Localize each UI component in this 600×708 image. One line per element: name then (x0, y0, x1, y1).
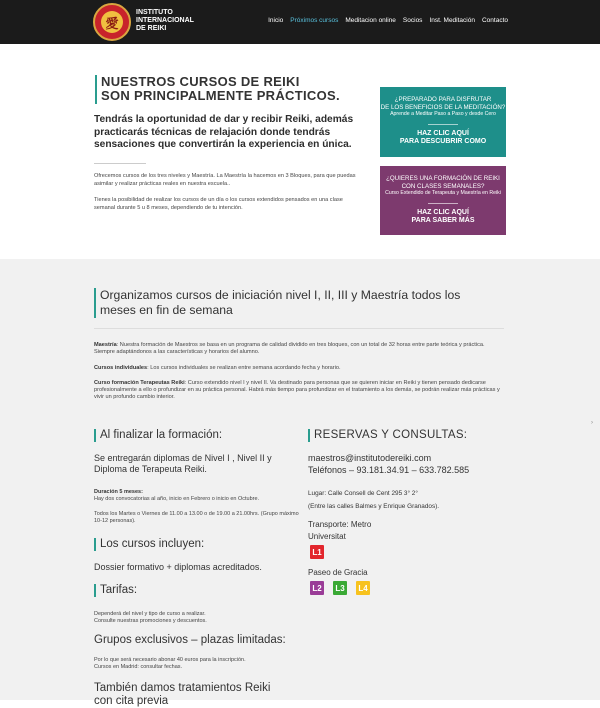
grupos-heading: Grupos exclusivos – plazas limitadas: (94, 634, 286, 646)
email-link[interactable]: maestros@institutodereiki.com (308, 453, 432, 463)
individual-paragraph: Cursos individuales: Los cursos individuales se realizan entre semana acordando fecha y horario. (94, 365, 341, 371)
weekly-classes-cta-banner[interactable]: ¿QUIERES UNA FORMACIÓN DE REIKI CON CLASES SEMANALES? Curso Extendido de Terapeuta y Maestría en Reiki HAZ CLIC AQUÍ PARA SABER MÁS (380, 166, 506, 235)
metro-line-l2-icon: L2 (310, 581, 324, 595)
reiki-symbol-icon: 愛 (101, 11, 123, 33)
finalizar-text: Se entregarán diplomas de Nivel I , Nivel II y Diploma de Terapeuta Reiki. (94, 453, 272, 474)
finalizar-heading: Al finalizar la formación: (100, 429, 223, 441)
meditation-cta-banner[interactable]: ¿PREPARADO PARA DISFRUTAR DE LOS BENEFICIOS DE LA MEDITACIÓN? Aprende a Meditar Paso a Paso y desde Cero HAZ CLIC AQUÍ PARA DESCUBRIR COMO (380, 87, 506, 157)
tratamientos-heading: También damos tratamientos Reiki con cita previa (94, 682, 271, 707)
grupos-line-1: Por lo que será necesario abonar 40 euros para la inscripción. (94, 657, 246, 663)
maestria-paragraph: Maestría: Nuestra formación de Maestros se basa en un programa de calidad dividido en tres bloques, con un total de 32 horas entre parte teórica y práctica. Siempre adaptándonos a las características y horarios del alumno. (94, 342, 485, 355)
nav-proximos-cursos[interactable]: Próximos cursos (290, 17, 339, 24)
nav-inst-meditacion[interactable]: Inst. Meditación (429, 17, 475, 24)
reservas-heading: RESERVAS Y CONSULTAS: (314, 429, 468, 441)
phones-text: Teléfonos – 93.181.34.91 – 633.782.585 (308, 465, 470, 475)
entre-text: (Entre las calles Balmes y Enrique Granados). (308, 503, 440, 510)
brand-name[interactable]: INSTITUTO INTERNACIONAL DE REIKI (136, 9, 194, 32)
courses-section (0, 259, 600, 700)
nav-meditacion-online[interactable]: Meditacion online (345, 17, 396, 24)
divider (94, 163, 146, 164)
duracion-text: Hay dos convocatorias al año, inicio en Febrero o inicio en Octubre. (94, 496, 260, 502)
incluyen-text: Dossier formativo + diplomas acreditados. (94, 562, 262, 572)
stop-universitat: Universitat (308, 532, 346, 541)
incluyen-heading: Los cursos incluyen: (100, 538, 205, 550)
terapeutas-paragraph: Curso formación Terapeutas Reiki: Curso extendido nivel I y nivel II. Va destinado para personas que se quieren iniciar en Reiki y tienen pensado dedicarse profesionalmente a ello o profundizar en su práctica personal. Habrá más tiempo para profundizar en el tratamiento a los demás, se podrán realizar más prácticas y vivir un profundo cambio interior. (94, 380, 500, 400)
courses-accent-bar (94, 288, 96, 318)
intro-title: NUESTROS CURSOS DE REIKI SON PRINCIPALMENTE PRÁCTICOS. (101, 74, 340, 103)
tarifas-line-2: Consulte nuestras promociones y descuentos. (94, 618, 207, 624)
title-accent-bar (95, 75, 97, 104)
logo[interactable] (93, 3, 131, 41)
nav-socios[interactable]: Socios (402, 17, 423, 24)
intro-lead: Tendrás la oportunidad de dar y recibir Reiki, además practicarás técnicas de relajación donde tendrás sensaciones que convertirán la experiencia en única. (94, 114, 354, 150)
metro-line-l3-icon: L3 (333, 581, 347, 595)
duracion-label: Duración 5 meses: (94, 489, 143, 495)
courses-title: Organizamos cursos de iniciación nivel I, II, III y Maestría todos los meses en fin de semana (100, 288, 461, 317)
scroll-indicator-icon[interactable]: › (591, 420, 593, 426)
stop-paseo-de-gracia: Paseo de Gracia (308, 568, 368, 577)
meditation-cta-link[interactable]: HAZ CLIC AQUÍ PARA DESCUBRIR COMO (399, 129, 487, 145)
lugar-text: Lugar: Calle Consell de Cent 295 3° 2° (308, 490, 418, 497)
divider (94, 328, 504, 329)
transporte-text: Transporte: Metro (308, 520, 372, 529)
metro-line-l1-icon: L1 (310, 545, 324, 559)
main-nav (268, 17, 508, 24)
nav-inicio[interactable]: Inicio (268, 17, 284, 24)
site-header (0, 0, 600, 44)
tarifas-line-1: Dependerá del nivel y tipo de curso a realizar. (94, 611, 206, 617)
metro-line-l4-icon: L4 (356, 581, 370, 595)
intro-paragraph-2: Tienes la posibilidad de realizar los cursos de un día o los cursos extendidos pensados en una clase semanal durante 5 u 8 meses, dependiendo de tu intención. (94, 197, 343, 211)
tarifas-heading: Tarifas: (100, 584, 138, 596)
horario-text: Todos los Martes o Viernes de 11.00 a 13.00 o de 19.00 a 21.00hrs. (Grupo máximo 10-12 personas). (94, 511, 299, 524)
intro-paragraph-1: Ofrecemos cursos de los tres niveles y Maestría. La Maestría la hacemos en 3 Bloques, para que puedas asimilar y realizar prácticas reales en nuestra escuela.. (94, 173, 356, 187)
weekly-classes-cta-link[interactable]: HAZ CLIC AQUÍ PARA SABER MÁS (411, 208, 475, 224)
nav-contacto[interactable]: Contacto (481, 17, 508, 24)
grupos-line-2: Cursos en Madrid: consultar fechas. (94, 664, 183, 670)
